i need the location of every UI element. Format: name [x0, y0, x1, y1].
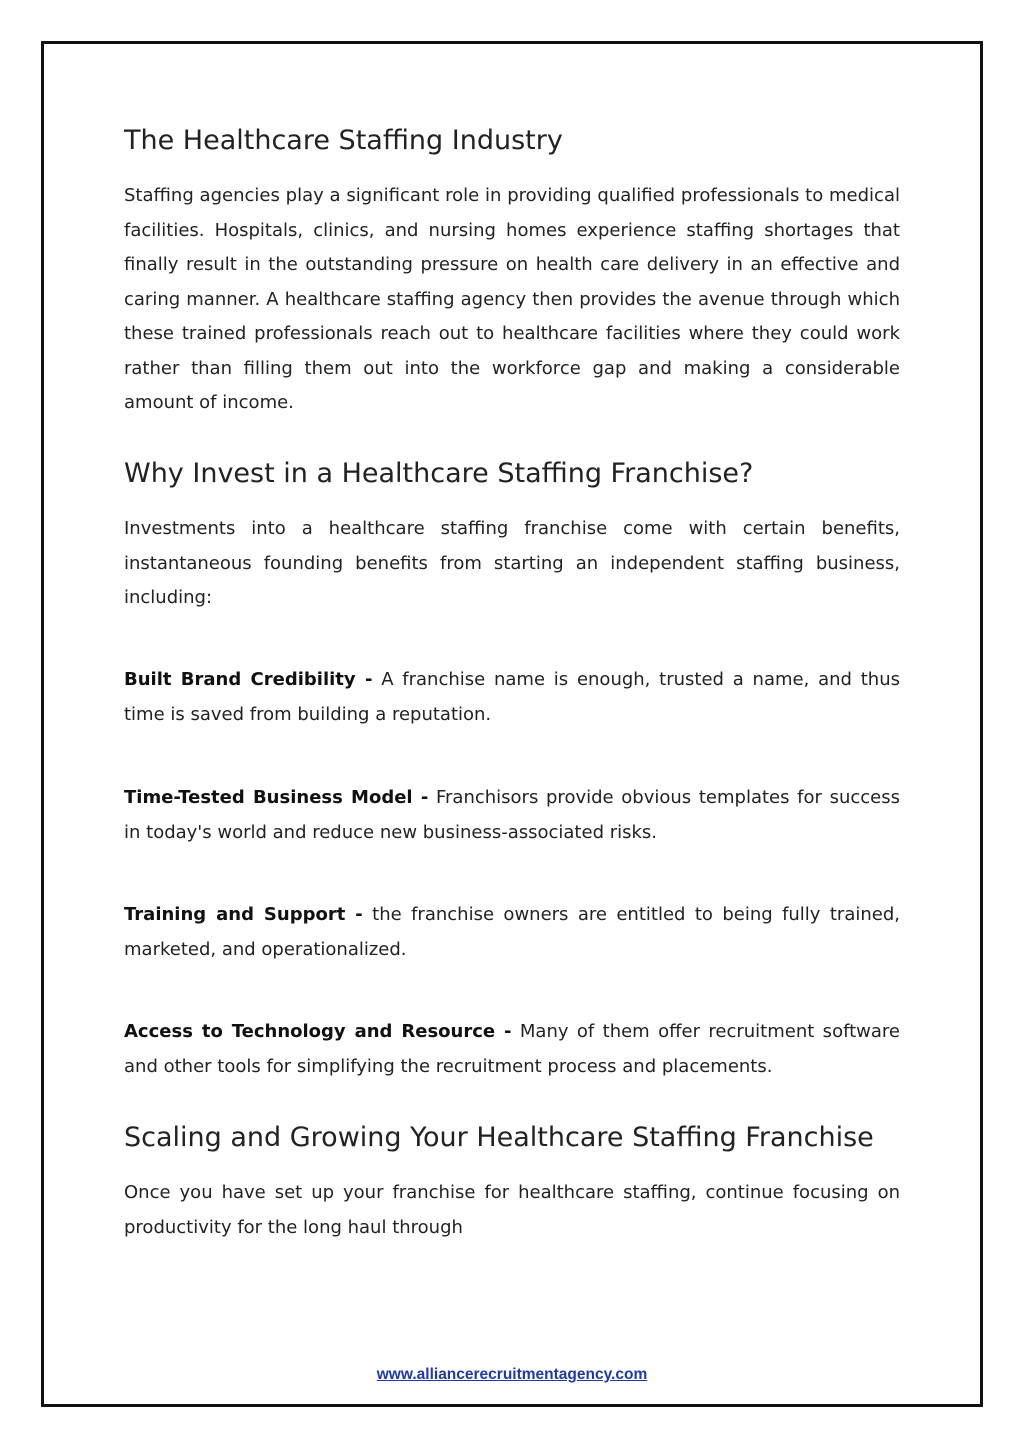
benefit-title: Access to Technology and Resource -: [124, 1021, 512, 1042]
benefit-title: Training and Support -: [124, 904, 363, 925]
section-heading-why-invest: Why Invest in a Healthcare Staffing Franchise?: [124, 458, 754, 489]
industry-paragraph: Staffing agencies play a significant role in providing qualified professionals to medical facilities. Hospitals, clinics, and nursing homes experience staffing shortages that finally result in the outstanding pressure on health care delivery in an effective and caring manner. A healthcare staffing agency then provides the avenue through which these trained professionals reach out to healthcare facilities where they could work rather than filling them out into the workforce gap and making a considerable amount of income.: [124, 185, 900, 413]
benefit-title: Built Brand Credibility -: [124, 669, 373, 690]
benefit-item-technology-resource: [124, 1015, 900, 1084]
scaling-paragraph: Once you have set up your franchise for healthcare staffing, continue focusing on productivity for the long haul through: [124, 1182, 900, 1238]
benefit-item-business-model: [124, 781, 900, 850]
benefit-title: Time-Tested Business Model -: [124, 787, 429, 808]
benefit-item-training-support: [124, 898, 900, 967]
benefit-text: Many of them offer recruitment software and other tools for simplifying the recruitment process and placements.: [124, 1021, 900, 1077]
benefit-text: Franchisors provide obvious templates for success in today's world and reduce new business-associated risks.: [124, 787, 900, 843]
section-heading-industry: The Healthcare Staffing Industry: [124, 125, 563, 156]
footer-website-link[interactable]: www.alliancerecruitmentagency.com: [376, 1366, 648, 1383]
section-heading-scaling: Scaling and Growing Your Healthcare Staffing Franchise: [124, 1122, 874, 1153]
benefit-text: A franchise name is enough, trusted a name, and thus time is saved from building a reputation.: [124, 669, 900, 725]
why-invest-intro-paragraph: Investments into a healthcare staffing franchise come with certain benefits, instantaneous founding benefits from starting an independent staffing business, including:: [124, 518, 900, 608]
benefit-text: the franchise owners are entitled to being fully trained, marketed, and operationalized.: [124, 904, 900, 960]
benefit-item-brand-credibility: [124, 663, 900, 732]
